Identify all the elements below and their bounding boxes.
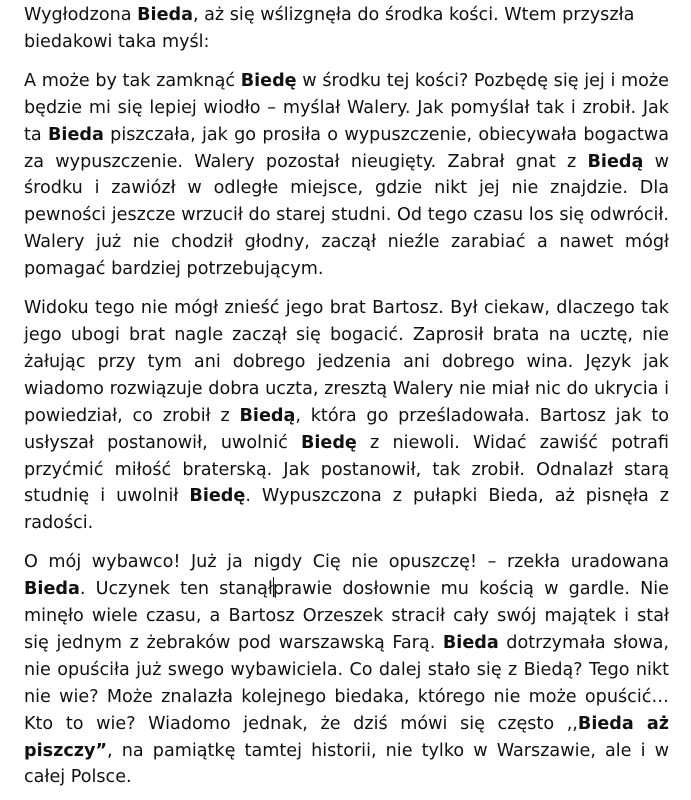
text-run: dotrzymała słowa, nie opuściła już swego wybawiciela. Co dalej stało się z Biedą? Tego nikt nie wie? Może znalazła kolejnego biedaka, którego nie może opuścić…Kto to wie? Wiadomo jednak, że dziś mówi się często ,,	[24, 632, 669, 734]
text-run: . Uczynek ten stanął	[79, 579, 273, 600]
paragraph-4	[24, 549, 669, 791]
paragraph-2	[24, 68, 669, 283]
bold-word-bieda: Bieda	[442, 632, 499, 653]
bold-word-bieda: Biedą	[587, 151, 644, 172]
text-run: piszczała, jak go prosiła o wypuszczenie, obiecywała bogactwa za wypuszczenie. Walery pozostał nieugięty. Zabrał gnat z	[24, 124, 669, 172]
paragraph-3	[24, 295, 669, 537]
bold-word-bieda: Bieda	[24, 579, 80, 600]
bold-word-bieda: Bieda	[48, 124, 104, 145]
text-run: Widoku tego nie mógł znieść jego brat Bartosz. Był ciekaw, dlaczego tak jego ubogi brat nagle zaczął się bogacić. Zaprosił brata na ucztę, nie żałując przy tym ani dobrego jedzenia ani dobrego wina. Język jak wiadomo rozwiązuje dobra uczta, zresztą Walery nie miał nic do ukrycia i powiedział, co zrobił z	[24, 298, 669, 426]
bold-word-biede: Biedę	[240, 70, 297, 91]
text-run: . Wypuszczona z pułapki Bieda, aż pisnęła z radości.	[24, 486, 669, 534]
text-run: O mój wybawco! Już ja nigdy Cię nie opuszczę! – rzekła uradowana	[24, 552, 669, 573]
bold-phrase-bieda-az-piszczy: Bieda aż piszczy”	[24, 713, 670, 761]
text-run: Wygłodzona	[24, 5, 138, 25]
text-run: w środku tej kości? Pozbędę się jej i może będzie mi się lepiej wiodło – myślał Walery. Jak pomyślał tak i zrobił. Jak ta	[24, 70, 669, 145]
paragraph-1	[24, 2, 669, 56]
text-run: A może by tak zamknąć	[24, 70, 241, 91]
text-run: w środku i zawiózł w odległe miejsce, gdzie nikt jej nie znajdzie. Dla pewności jeszcze wrzucił do starej studni. Od tego czasu los się odwrócił. Walery już nie chodził głodny, zaczął nieźle zarabiać a nawet mógł pomagać bardziej potrzebującym.	[24, 151, 669, 280]
text-run: , aż się wślizgnęła do środka kości. Wtem przyszła biedakowi taka myśl:	[24, 5, 635, 52]
text-run: , na pamiątkę tamtej historii, nie tylko w Warszawie, ale i w całej Polsce.	[24, 740, 669, 788]
bold-word-biede: Biedę	[189, 486, 246, 507]
bold-word-bieda: Bieda	[137, 5, 193, 25]
bold-word-bieda: Biedą	[239, 405, 296, 426]
text-run: prawie dosłownie mu kością w gardle. Nie minęło wiele czasu, a Bartosz Orzeszek stracił cały swój majątek i stał się jednym z żebraków pod warszawską Farą.	[24, 579, 669, 653]
text-run: z niewoli. Widać zawiść potrafi przyćmić miłość braterską. Jak postanowił, tak zrobił. Odnalazł starą studnię i uwolnił	[24, 432, 670, 507]
bold-word-biede: Biedę	[300, 432, 357, 453]
text-run: , która go prześladowała. Bartosz jak to usłyszał postanowił, uwolnić	[24, 405, 669, 453]
